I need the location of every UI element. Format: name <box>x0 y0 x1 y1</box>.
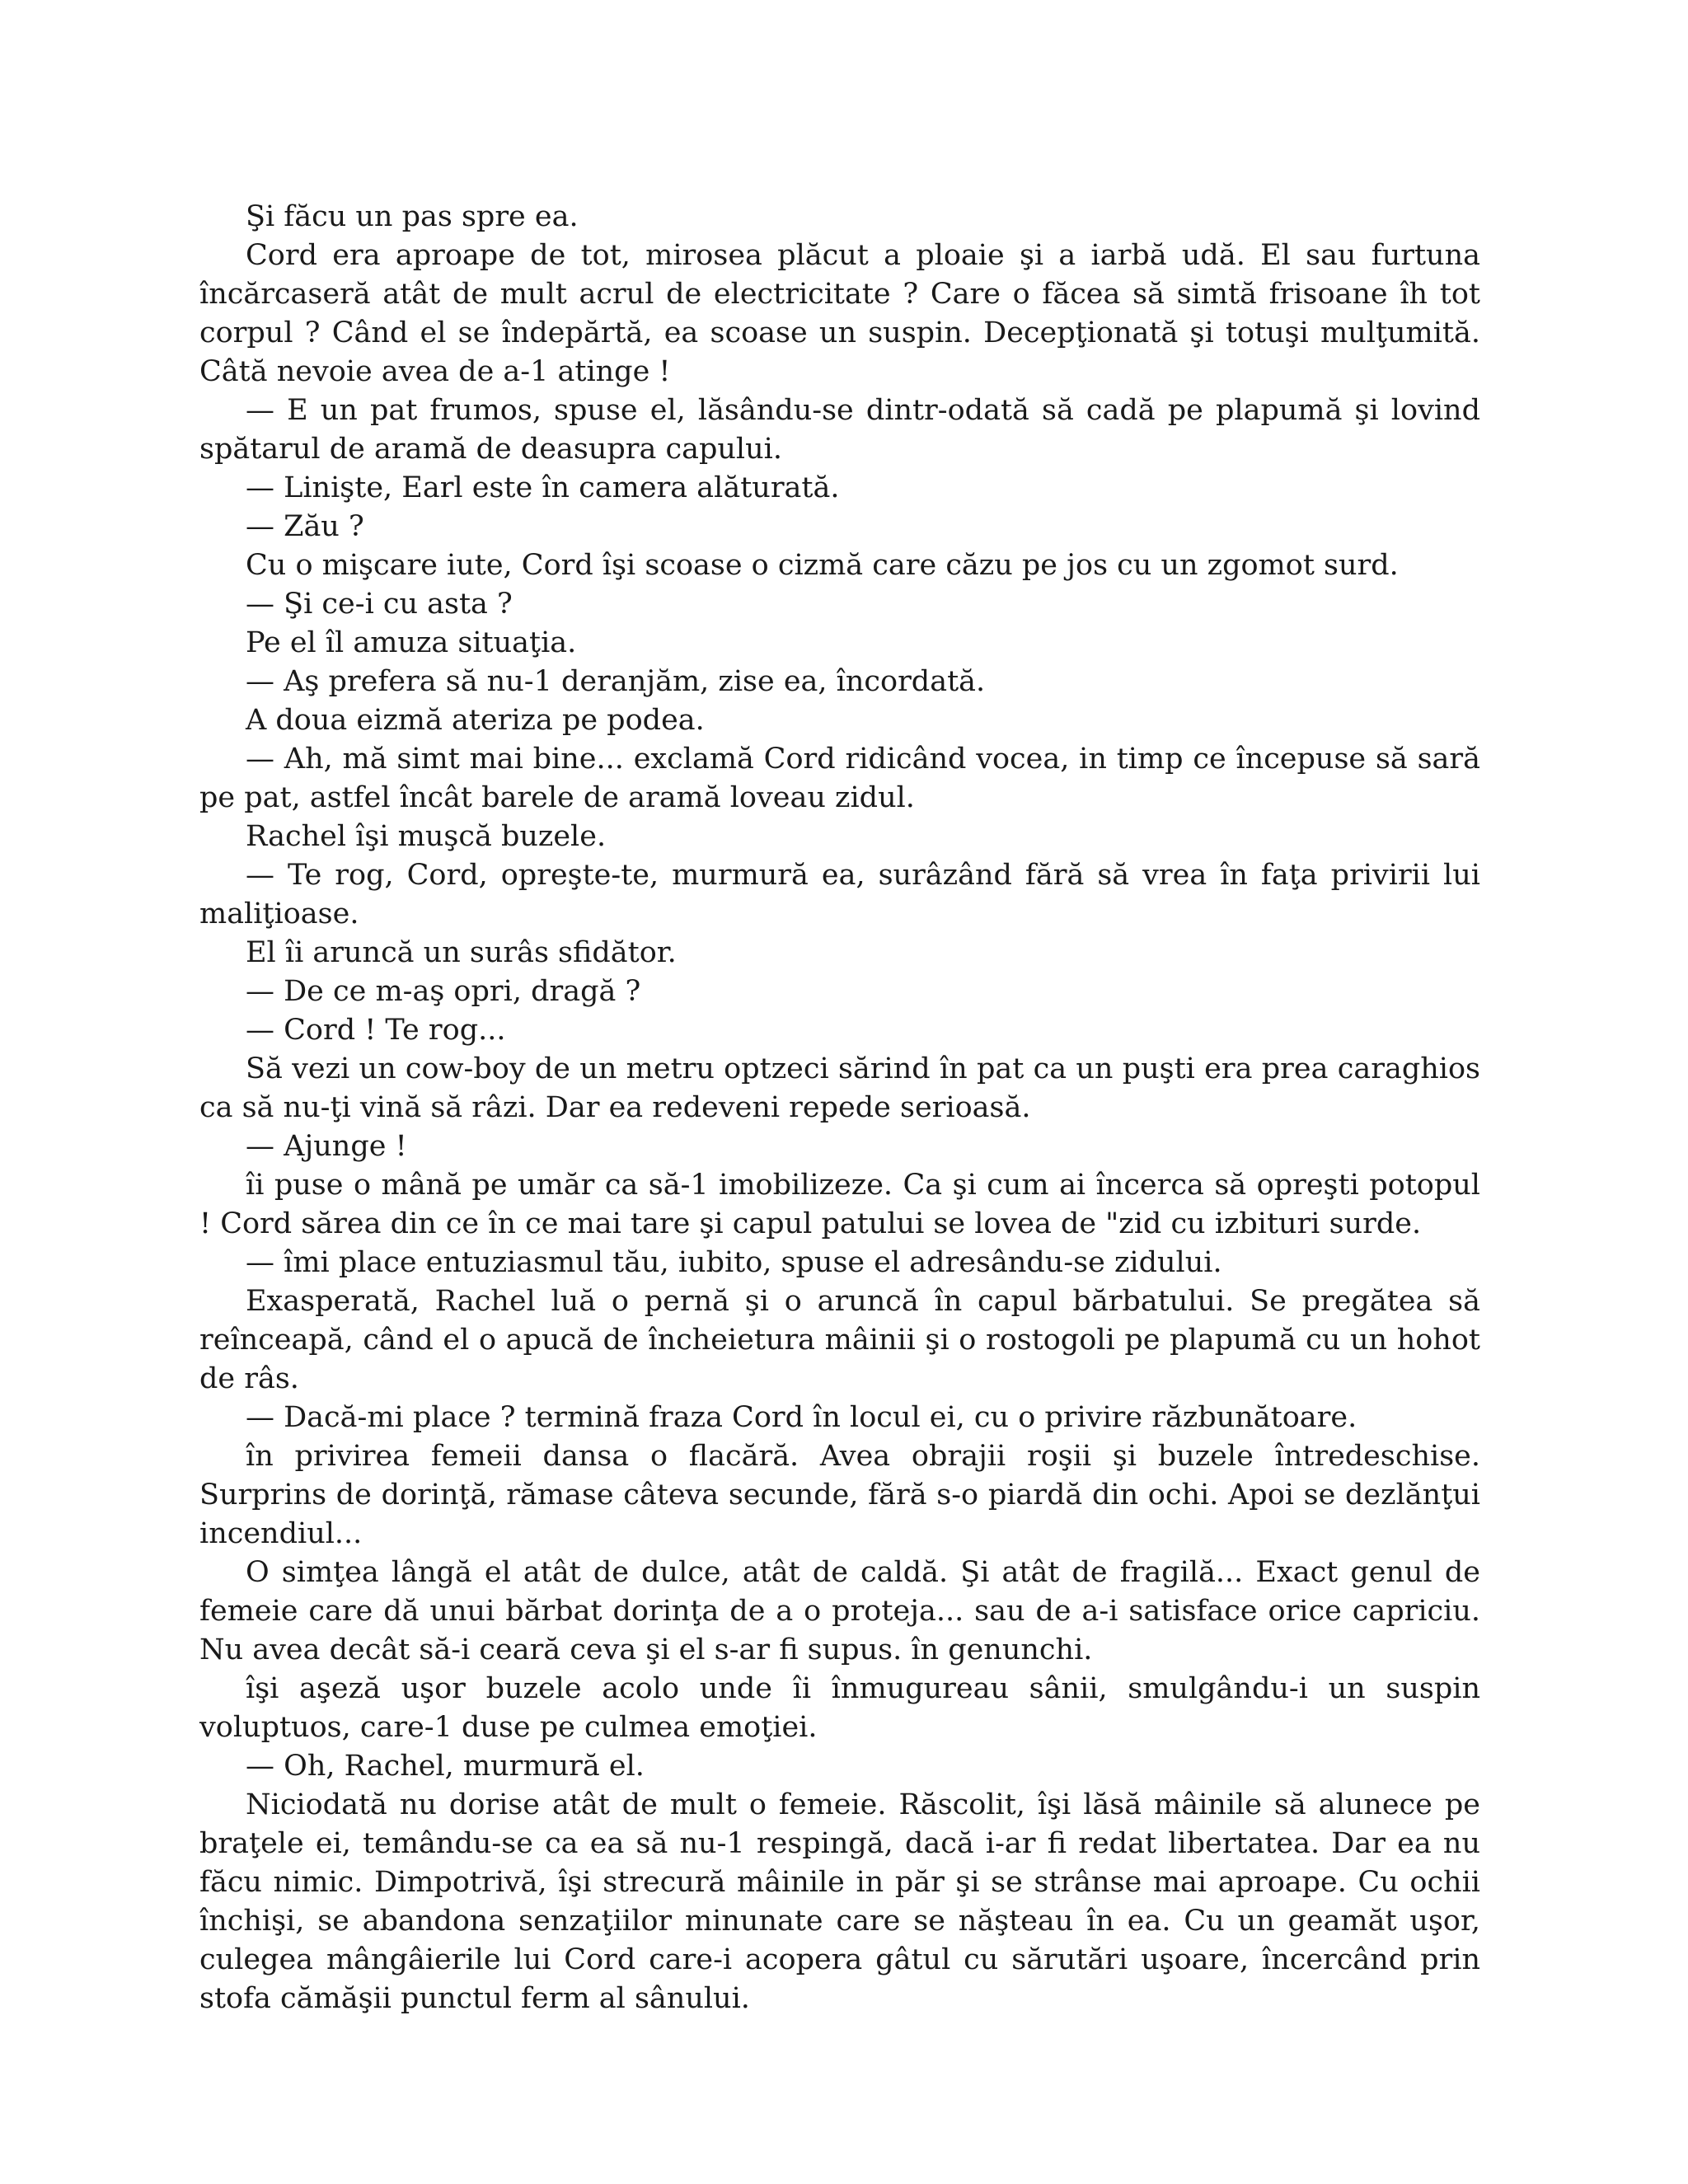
paragraph: Exasperată, Rachel luă o pernă şi o aruncă în capul bărbatului. Se pregătea să reînceapă, când el o apucă de încheietura mâinii şi o rostogoli pe plapumă cu un hohot de râs. <box>199 1285 1480 1395</box>
paragraph: Cord era aproape de tot, mirosea plăcut a ploaie şi a iarbă udă. El sau furtuna încărcaseră atât de mult acrul de electricitate ? Care o făcea să simtă frisoane îh tot corpul ? Când el se îndepărtă, ea scoase un suspin. Decepţionată şi totuşi mulţumită. Câtă nevoie avea de a-1 atinge ! <box>199 239 1480 388</box>
paragraph: îi puse o mână pe umăr ca să-1 imobilizeze. Ca şi cum ai încerca să opreşti potopul ! Cord sărea din ce în ce mai tare şi capul patului se lovea de "zid cu izbituri surde. <box>199 1169 1480 1240</box>
paragraph: — Ah, mă simt mai bine... exclamă Cord ridicând vocea, in timp ce începuse să sară pe pat, astfel încât barele de aramă loveau zidul. <box>199 743 1480 814</box>
paragraph: în privirea femeii dansa o flacără. Avea obrajii roşii şi buzele întredeschise. Surprins de dorinţă, rămase câteva secunde, fără s-o piardă din ochi. Apoi se dezlănţui incendiul... <box>199 1440 1480 1550</box>
paragraph: Şi făcu un pas spre ea. <box>246 200 579 233</box>
paragraph: Să vezi un cow-boy de un metru optzeci sărind în pat ca un puşti era prea caraghios ca să nu-ţi vină să râzi. Dar ea redeveni repede serioasă. <box>199 1052 1480 1124</box>
paragraph: îşi aşeză uşor buzele acolo unde îi înmugureau sânii, smulgându-i un suspin voluptuos, care-1 duse pe culmea emoţiei. <box>199 1672 1480 1744</box>
paragraph: — Cord ! Te rog... <box>246 1014 506 1047</box>
paragraph: — Linişte, Earl este în camera alăturată. <box>246 471 840 504</box>
paragraph: — Oh, Rachel, murmură el. <box>246 1750 645 1783</box>
paragraph: Cu o mişcare iute, Cord îşi scoase o cizmă care căzu pe jos cu un zgomot surd. <box>246 549 1399 582</box>
paragraph: — E un pat frumos, spuse el, lăsându-se dintr-odată să cadă pe plapumă şi lovind spătarul de aramă de deasupra capului. <box>199 394 1480 466</box>
paragraph: — Dacă-mi place ? termină fraza Cord în locul ei, cu o privire răzbunătoare. <box>246 1401 1357 1434</box>
paragraph: — îmi place entuziasmul tău, iubito, spuse el adresându-se zidului. <box>246 1246 1222 1279</box>
paragraph: O simţea lângă el atât de dulce, atât de caldă. Şi atât de fragilă... Exact genul de femeie care dă unui bărbat dorinţa de a o proteja... sau de a-i satisface orice capriciu. Nu avea decât să-i ceară ceva şi el s-ar fi supus. în genunchi. <box>199 1556 1480 1666</box>
paragraph: — Şi ce-i cu asta ? <box>246 588 513 621</box>
paragraph: A doua eizmă ateriza pe podea. <box>246 704 705 737</box>
paragraph: — Zău ? <box>246 510 364 543</box>
paragraph: Pe el îl amuza situaţia. <box>246 626 577 659</box>
page-body <box>199 198 1480 2018</box>
paragraph: — Te rog, Cord, opreşte-te, murmură ea, surâzând fără să vrea în faţa privirii lui maliţioase. <box>199 859 1480 930</box>
paragraph: El îi aruncă un surâs sfidător. <box>246 936 677 969</box>
paragraph: — Aş prefera să nu-1 deranjăm, zise ea, încordată. <box>246 665 986 698</box>
paragraph: Rachel îşi muşcă buzele. <box>246 820 607 853</box>
paragraph: Niciodată nu dorise atât de mult o femeie. Răscolit, îşi lăsă mâinile să alunece pe braţele ei, temându-se ca ea să nu-1 respingă, dacă i-ar fi redat libertatea. Dar ea nu făcu nimic. Dimpotrivă, îşi strecură mâinile in păr şi se strânse mai aproape. Cu ochii închişi, se abandona senzaţiilor minunate care se năşteau în ea. Cu un geamăt uşor, culegea mângâierile lui Cord care-i acopera gâtul cu sărutări uşoare, încercând prin stofa cămăşii punctul ferm al sânului. <box>199 1788 1480 2015</box>
paragraph: — Ajunge ! <box>246 1130 407 1163</box>
paragraph: — De ce m-aş opri, dragă ? <box>246 975 641 1008</box>
